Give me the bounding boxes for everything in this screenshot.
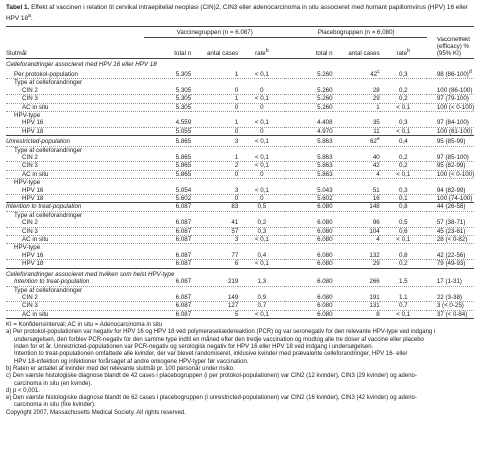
vaccine-rate <box>238 211 285 219</box>
placebo-total: 5.863 <box>285 162 332 170</box>
placebo-total <box>285 286 332 294</box>
placebo-cases: 29 <box>333 260 380 268</box>
footnote-e-1: e) Den værste histologiske diagnose blandt de 62 cases i placebogruppen (i unrestricted-populationen) var CIN2 (16 kvinder), CIN3 (42 kvinder) og adeno- <box>6 395 417 402</box>
placebo-total: 5.863 <box>285 136 332 146</box>
efficacy-value: 17 (1-31) <box>427 278 474 286</box>
row-label: HPV-type <box>14 244 41 252</box>
efficacy-header: Vaccineffekt (efficacy) % (95% KI) <box>427 37 474 59</box>
vaccine-total <box>144 146 191 154</box>
efficacy-value: 22 (3-38) <box>427 294 474 302</box>
row-label: CIN 3 <box>6 302 144 310</box>
efficacy-value: 100 (86-100) <box>427 87 474 95</box>
placebo-rate: 0,8 <box>380 252 427 260</box>
vaccine-cases: 2 <box>191 162 238 170</box>
vaccine-rate: 0,7 <box>238 302 285 310</box>
footnote-a-3: inden for et år. Unrestricted-populationen var PCR-negativ og serologisk negativ for HPV 16 eller HPV 18 ved indgang i undersøgelsen. <box>14 344 374 351</box>
vaccine-cases <box>191 179 238 187</box>
placebo-rate: 0,3 <box>380 69 427 79</box>
vaccine-total: 5.865 <box>144 154 191 162</box>
vaccine-total: 4.559 <box>144 119 191 127</box>
vaccine-total: 6.087 <box>144 310 191 318</box>
placebo-rate: 0,7 <box>380 302 427 310</box>
efficacy-value: 37 (< 0-84) <box>427 310 474 318</box>
placebo-cases: 104 <box>333 227 380 235</box>
efficacy-value: 44 (26-58) <box>427 203 474 211</box>
table-row <box>6 286 474 294</box>
row-label: CIN 3 <box>6 95 144 103</box>
row-label: Type af celleforandringer <box>14 211 83 219</box>
vaccine-cases: 0 <box>191 87 238 95</box>
footnote-a-1: a) Per protokol-populationen var negativ for HPV 16 og HPV 18 ved polymerasekædereaktion (PCR) og var seronegativ for den relevante HPV-type ved indgang i <box>6 329 436 336</box>
vaccine-total: 6.087 <box>144 260 191 268</box>
row-label: Type af celleforandringer <box>14 79 83 87</box>
vaccine-cases: 1 <box>191 95 238 103</box>
placebo-rate: 0,2 <box>380 95 427 103</box>
placebo-cases: 40 <box>333 154 380 162</box>
placebo-cases: 29 <box>333 95 380 103</box>
efficacy-value: 100 (61-100) <box>427 127 474 135</box>
table-row <box>6 310 474 318</box>
placebo-cases <box>333 79 380 87</box>
placebo-total <box>285 111 332 119</box>
efficacy-value: 100 (< 0-100) <box>427 170 474 178</box>
placebo-total: 4.408 <box>285 119 332 127</box>
placebo-total: 5.260 <box>285 87 332 95</box>
vaccine-rate <box>238 146 285 154</box>
efficacy-value <box>427 244 474 252</box>
copyright: Copyright 2007, Massachusetts Medical Society. All rights reserved. <box>6 409 186 416</box>
row-label: HPV 16 <box>6 252 144 260</box>
row-label: Type af celleforandringer <box>14 146 83 154</box>
efficacy-value: 100 (< 0-100) <box>427 103 474 111</box>
table-row <box>6 87 474 95</box>
efficacy-value: 97 (85-100) <box>427 154 474 162</box>
placebo-total: 6.080 <box>285 294 332 302</box>
placebo-rate: < 0,1 <box>380 236 427 244</box>
vaccine-cases: 6 <box>191 260 238 268</box>
vaccine-cases-header: antal cases <box>191 37 238 59</box>
placebo-rate: < 0,1 <box>380 127 427 135</box>
footnote-c-2: carcinoma in situ (en kvinde). <box>14 380 93 387</box>
placebo-rate: 0,1 <box>380 195 427 203</box>
placebo-total: 5.260 <box>285 95 332 103</box>
efficacy-value: 95 (85-99) <box>427 136 474 146</box>
table-row <box>6 119 474 127</box>
vaccine-cases: 219 <box>191 278 238 286</box>
placebo-total: 5.043 <box>285 187 332 195</box>
placebo-total: 6.080 <box>285 310 332 318</box>
vaccine-rate: < 0,1 <box>238 310 285 318</box>
placebo-total <box>285 179 332 187</box>
efficacy-value: 3 (< 0-25) <box>427 302 474 310</box>
efficacy-table <box>6 26 474 319</box>
placebo-cases: 266 <box>333 278 380 286</box>
footnote-c-1: c) Den værste histologiske diagnose blandt de 42 cases i placebogruppen (i per protokol-populationen) var CIN2 (12 kvinder), CIN3 (29 kvinder) og adeno- <box>6 373 417 380</box>
placebo-cases: 4 <box>333 236 380 244</box>
efficacy-value <box>427 211 474 219</box>
placebo-cases <box>333 244 380 252</box>
vaccine-total <box>144 79 191 87</box>
placebo-total <box>285 146 332 154</box>
footnote-abbrev: KI = Konfidensinterval; AC in situ = Adenocarcinoma in situ <box>6 322 163 329</box>
footnote-a-2: undersøgelsen, den forblev PCR-negativ for den samme type indtil en måned efter den tredje vaccination og modtog alle tre doser af vaccine eller placebo <box>14 336 424 343</box>
placebo-total: 6.080 <box>285 203 332 211</box>
placebo-group-header: Placebogruppen (n = 6.080) <box>285 27 426 37</box>
placebo-total: 5.863 <box>285 170 332 178</box>
placebo-rate: 0,2 <box>380 260 427 268</box>
placebo-cases: 62e <box>333 136 380 146</box>
caption-text: Effekt af vaccinen i relation til cervikal intraepitelial neoplasi (CIN)2, CIN3 eller adenocarcinoma in situ associeret med humant papillomvirus (HPV) 16 eller HPV 18 <box>6 4 468 23</box>
row-label: AC in situ <box>6 236 144 244</box>
vaccine-cases: 1 <box>191 154 238 162</box>
vaccine-cases <box>191 111 238 119</box>
placebo-cases <box>333 111 380 119</box>
vaccine-total: 6.087 <box>144 203 191 211</box>
vaccine-total: 5.305 <box>144 69 191 79</box>
placebo-rate: 0,3 <box>380 187 427 195</box>
row-label: CIN 2 <box>6 294 144 302</box>
placebo-total: 6.080 <box>285 260 332 268</box>
placebo-rate: 0,2 <box>380 162 427 170</box>
vaccine-rate <box>238 111 285 119</box>
placebo-rate: 0,6 <box>380 227 427 235</box>
placebo-rate <box>380 286 427 294</box>
vaccine-rate: < 0,1 <box>238 260 285 268</box>
vaccine-total: 5.054 <box>144 187 191 195</box>
efficacy-value <box>427 111 474 119</box>
efficacy-value: 42 (22-56) <box>427 252 474 260</box>
vaccine-rate: < 0,1 <box>238 162 285 170</box>
placebo-total: 5.602 <box>285 195 332 203</box>
placebo-cases: 191 <box>333 294 380 302</box>
table-row <box>6 103 474 111</box>
placebo-total: 6.080 <box>285 252 332 260</box>
vaccine-rate: 0,5 <box>238 203 285 211</box>
placebo-total: 6.080 <box>285 278 332 286</box>
placebo-total: 6.080 <box>285 302 332 310</box>
vaccine-total: 5.055 <box>144 127 191 135</box>
footnotes <box>6 322 474 417</box>
vaccine-rate: 0 <box>238 87 285 95</box>
efficacy-value: 79 (49-93) <box>427 260 474 268</box>
vaccine-cases: 77 <box>191 252 238 260</box>
table-row <box>6 187 474 195</box>
placebo-cases: 96 <box>333 219 380 227</box>
vaccine-cases: 83 <box>191 203 238 211</box>
table-row <box>6 302 474 310</box>
vaccine-rate: < 0,1 <box>238 69 285 79</box>
placebo-total: 5.863 <box>285 154 332 162</box>
row-label: HPV 16 <box>6 119 144 127</box>
table-row <box>6 195 474 203</box>
table-row <box>6 252 474 260</box>
row-label: Intention to treat-population <box>6 278 144 286</box>
placebo-cases: 8 <box>333 310 380 318</box>
placebo-cases: 148 <box>333 203 380 211</box>
placebo-total: 6.080 <box>285 219 332 227</box>
vaccine-cases: 149 <box>191 294 238 302</box>
placebo-total <box>285 211 332 219</box>
table-row <box>6 127 474 135</box>
placebo-rate <box>380 244 427 252</box>
vaccine-rate <box>238 244 285 252</box>
row-label: Per protokol-population <box>6 69 144 79</box>
efficacy-value: 97 (79-100) <box>427 95 474 103</box>
vaccine-rate: 0,2 <box>238 219 285 227</box>
vaccine-total: 5.865 <box>144 136 191 146</box>
section-header: Celleforandringer associeret med HPV 16 eller HPV 18 <box>6 61 157 69</box>
vaccine-rate <box>238 79 285 87</box>
table-row <box>6 179 474 187</box>
table-row <box>6 95 474 103</box>
placebo-rate <box>380 179 427 187</box>
placebo-rate: 1,1 <box>380 294 427 302</box>
vaccine-cases <box>191 79 238 87</box>
vaccine-total: 5.865 <box>144 162 191 170</box>
row-label: HPV 16 <box>6 187 144 195</box>
placebo-total: 5.260 <box>285 103 332 111</box>
vaccine-total <box>144 211 191 219</box>
placebo-rate: 0,4 <box>380 136 427 146</box>
vaccine-total: 6.087 <box>144 278 191 286</box>
vaccine-rate: 0,9 <box>238 294 285 302</box>
placebo-cases: 35 <box>333 119 380 127</box>
efficacy-value: 100 (74-100) <box>427 195 474 203</box>
efficacy-value <box>427 146 474 154</box>
placebo-rate: 0,3 <box>380 119 427 127</box>
vaccine-rate: < 0,1 <box>238 95 285 103</box>
placebo-total <box>285 244 332 252</box>
table-row <box>6 236 474 244</box>
placebo-rate: 1,5 <box>380 278 427 286</box>
vaccine-rate <box>238 286 285 294</box>
efficacy-value: 94 (82-99) <box>427 187 474 195</box>
vaccine-total: 6.087 <box>144 302 191 310</box>
placebo-rate: 0,2 <box>380 154 427 162</box>
placebo-cases: 42 <box>333 162 380 170</box>
table-row <box>6 170 474 178</box>
placebo-rate: 0,2 <box>380 87 427 95</box>
row-label: CIN 2 <box>6 87 144 95</box>
table-row <box>6 219 474 227</box>
placebo-rate: 0,5 <box>380 219 427 227</box>
placebo-cases: 131 <box>333 302 380 310</box>
vaccine-cases: 1 <box>191 119 238 127</box>
vaccine-cases: 3 <box>191 136 238 146</box>
efficacy-value <box>427 79 474 87</box>
vaccine-total-header: total n <box>144 37 191 59</box>
efficacy-value: 57 (38-71) <box>427 219 474 227</box>
vaccine-total: 6.087 <box>144 227 191 235</box>
caption-label: Tabel 1. <box>6 4 30 11</box>
table-row <box>6 260 474 268</box>
table-row <box>6 294 474 302</box>
efficacy-value: 97 (84-100) <box>427 119 474 127</box>
efficacy-value <box>427 179 474 187</box>
placebo-rate <box>380 146 427 154</box>
table-row <box>6 203 474 211</box>
vaccine-cases: 0 <box>191 127 238 135</box>
efficacy-value: 98 $(86-100)^d$ <box>427 69 474 79</box>
row-label: AC in situ <box>6 170 144 178</box>
table-row <box>6 162 474 170</box>
caption-sup: a <box>28 13 31 19</box>
vaccine-total: 6.087 <box>144 236 191 244</box>
endpoint-header: Slutmål <box>6 37 144 59</box>
table-row <box>6 146 474 154</box>
vaccine-cases <box>191 286 238 294</box>
efficacy-value <box>427 286 474 294</box>
vaccine-total: 6.087 <box>144 294 191 302</box>
vaccine-cases: 41 <box>191 219 238 227</box>
vaccine-rate: 0 <box>238 103 285 111</box>
table-caption: Tabel 1. Effekt af vaccinen i relation til cervikal intraepitelial neoplasi (CIN)2, CIN3 eller adenocarcinoma in situ associeret med humant papillomvirus (HPV) 16 eller HPV 18$^a$. <box>6 4 468 23</box>
vaccine-rate: 0,4 <box>238 252 285 260</box>
placebo-cases <box>333 211 380 219</box>
row-label: Unrestricted-population <box>6 136 144 146</box>
placebo-rate <box>380 79 427 87</box>
table-row <box>6 154 474 162</box>
row-label: HPV-type <box>14 111 41 119</box>
table-row <box>6 136 474 146</box>
placebo-cases: 1 <box>333 103 380 111</box>
vaccine-rate-header: rate$^b$ <box>238 37 285 59</box>
table-body <box>6 59 474 319</box>
vaccine-rate: < 0,1 <box>238 119 285 127</box>
table-row <box>6 211 474 219</box>
vaccine-rate: < 0,1 <box>238 187 285 195</box>
vaccine-rate: 0 <box>238 195 285 203</box>
placebo-cases: 42$^c$ <box>333 69 380 79</box>
efficacy-value: 45 (23-61) <box>427 227 474 235</box>
vaccine-rate: < 0,1 <box>238 236 285 244</box>
placebo-cases <box>333 146 380 154</box>
vaccine-cases: 127 <box>191 302 238 310</box>
table-row <box>6 69 474 79</box>
placebo-rate <box>380 211 427 219</box>
row-label: CIN 2 <box>6 154 144 162</box>
table-row <box>6 244 474 252</box>
vaccine-total: 5.865 <box>144 170 191 178</box>
vaccine-cases: 3 <box>191 236 238 244</box>
placebo-rate: < 0,1 <box>380 103 427 111</box>
placebo-total: 4.970 <box>285 127 332 135</box>
vaccine-cases: 5 <box>191 310 238 318</box>
placebo-total-header: total n <box>285 37 332 59</box>
vaccine-rate: < 0,1 <box>238 154 285 162</box>
row-label: HPV 18 <box>6 127 144 135</box>
row-label: HPV-type <box>14 179 41 187</box>
vaccine-cases: 0 <box>191 103 238 111</box>
group-header-row <box>6 27 474 37</box>
footnote-e-2: carcinoma in situ (fire kvinder). <box>14 402 96 409</box>
vaccine-rate <box>238 179 285 187</box>
footnote-b: b) Raten er antallet af kvinder med det relevante slutmål pr. 100 personår under risiko. <box>6 365 235 372</box>
placebo-rate: 0,8 <box>380 203 427 211</box>
footnote-d: d) p < 0,001. <box>6 387 40 394</box>
vaccine-total: 5.305 <box>144 87 191 95</box>
placebo-cases <box>333 286 380 294</box>
placebo-rate <box>380 111 427 119</box>
vaccine-cases <box>191 211 238 219</box>
footnote-a-4: Intention to treat-populationen omfattede alle kvinder, der var blevet randomiseret, inklusive kvinder med prævalente celleforandringer, HPV 16- eller <box>14 351 408 358</box>
table-row <box>6 227 474 235</box>
section-header: Celleforandringer associeret med hvilken som helst HPV-type <box>6 270 175 278</box>
placebo-cases: 16 <box>333 195 380 203</box>
vaccine-total: 6.087 <box>144 252 191 260</box>
vaccine-rate: 1,3 <box>238 278 285 286</box>
vaccine-group-header: Vaccinegruppen (n = 6.087) <box>144 27 285 37</box>
row-label: AC in situ <box>6 310 144 318</box>
vaccine-cases <box>191 146 238 154</box>
row-label: CIN 3 <box>6 162 144 170</box>
vaccine-cases <box>191 244 238 252</box>
table-row <box>6 79 474 87</box>
vaccine-total: 5.305 <box>144 95 191 103</box>
vaccine-cases: 0 <box>191 170 238 178</box>
vaccine-total <box>144 244 191 252</box>
column-header-row <box>6 37 474 59</box>
vaccine-cases: 57 <box>191 227 238 235</box>
placebo-total: 6.080 <box>285 227 332 235</box>
row-label: Type af celleforandringer <box>14 286 83 294</box>
placebo-total: 6.080 <box>285 236 332 244</box>
placebo-rate-header: rate$^b$ <box>380 37 427 59</box>
table-row <box>6 278 474 286</box>
vaccine-rate: < 0,1 <box>238 136 285 146</box>
vaccine-total: 5.602 <box>144 195 191 203</box>
placebo-cases: 11 <box>333 127 380 135</box>
row-label: CIN 2 <box>6 219 144 227</box>
row-label: CIN 3 <box>6 227 144 235</box>
placebo-total: 5.260 <box>285 69 332 79</box>
vaccine-total <box>144 286 191 294</box>
placebo-cases: 132 <box>333 252 380 260</box>
vaccine-total: 6.087 <box>144 219 191 227</box>
vaccine-cases: 1 <box>191 69 238 79</box>
efficacy-value: 28 (< 0-82) <box>427 236 474 244</box>
placebo-cases-header: antal cases <box>333 37 380 59</box>
vaccine-cases: 3 <box>191 187 238 195</box>
row-label: HPV 18 <box>6 195 144 203</box>
table-row <box>6 111 474 119</box>
vaccine-total <box>144 111 191 119</box>
placebo-cases: 4 <box>333 170 380 178</box>
placebo-cases: 51 <box>333 187 380 195</box>
footnote-a-5: HPV 18-infektion og infektioner forårsaget af andre onkogene HPV-typer før vaccination. <box>14 358 249 365</box>
vaccine-total <box>144 179 191 187</box>
vaccine-rate: 0 <box>238 127 285 135</box>
vaccine-rate: 0 <box>238 170 285 178</box>
placebo-cases: 28 <box>333 87 380 95</box>
row-label: AC in situ <box>6 103 144 111</box>
vaccine-rate: 0,3 <box>238 227 285 235</box>
row-label: Intention to treat-population <box>6 203 144 211</box>
placebo-rate: < 0,1 <box>380 310 427 318</box>
vaccine-cases: 0 <box>191 195 238 203</box>
placebo-rate: < 0,1 <box>380 170 427 178</box>
vaccine-total: 5.305 <box>144 103 191 111</box>
placebo-cases <box>333 179 380 187</box>
placebo-total <box>285 79 332 87</box>
efficacy-value: 95 (82-99) <box>427 162 474 170</box>
row-label: HPV 18 <box>6 260 144 268</box>
